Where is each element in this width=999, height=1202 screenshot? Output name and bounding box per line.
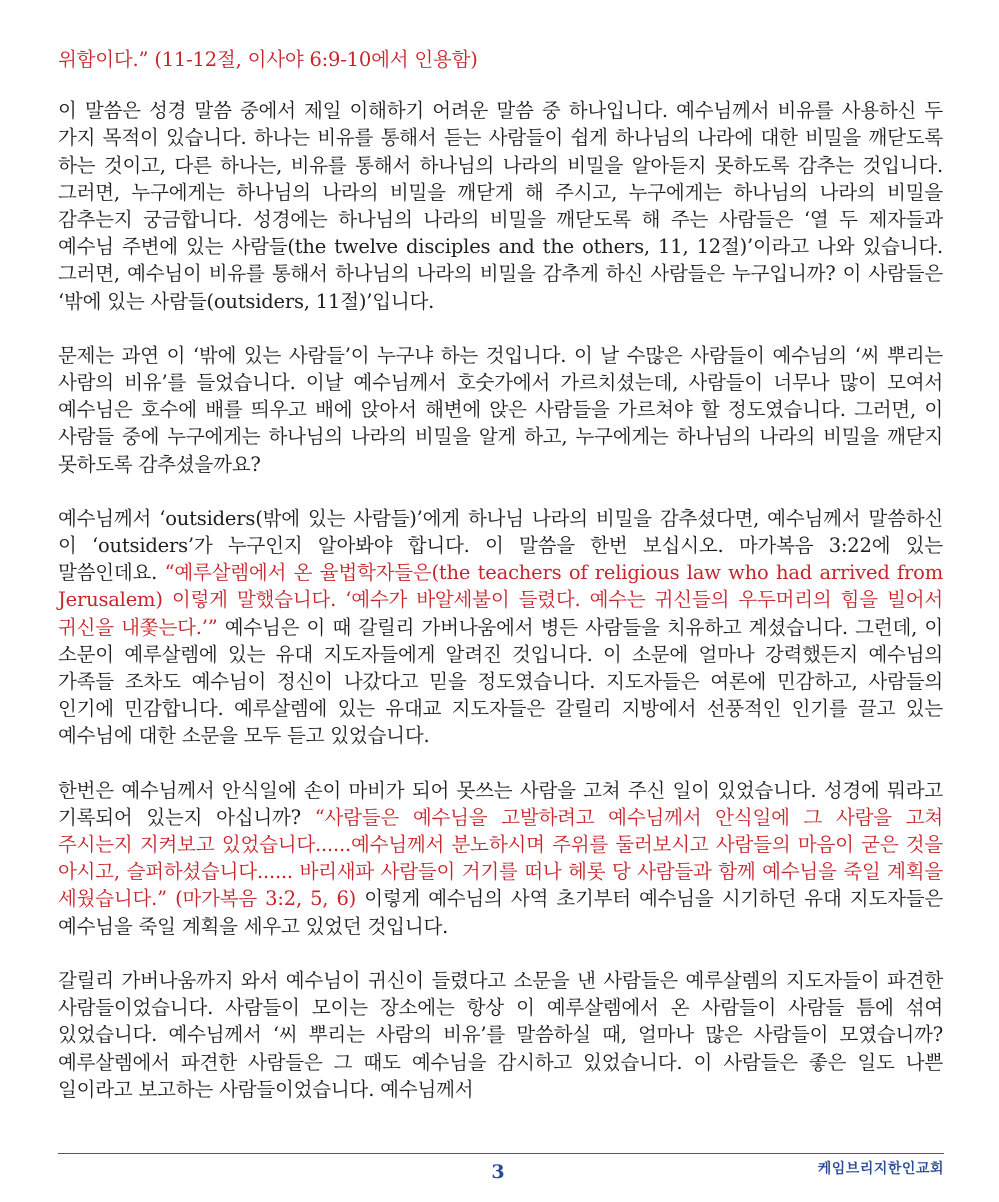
paragraph-4-text-after: 이렇게 예수님의 사역 초기부터 예수님을 시기하던 유대 지도자들은 예수님을 죽일 계획을 세우고 있었던 것입니다. <box>58 887 943 938</box>
paragraph-5: 갈릴리 가버나움까지 와서 예수님이 귀신이 들렸다고 소문을 낸 사람들은 예루살렘의 지도자들이 파견한 사람들이었습니다. 사람들이 모이는 장소에는 항상 이 예루살렘에서 온 사람들이 사람들 틈에 섞여 있었습니다. 예수님께서 ‘씨 뿌리는 사람의 비유’를 말씀하실 때, 얼마나 많은 사람들이 모였습니까? 예루살렘에서 파견한 사람들은 그 때도 예수님을 감시하고 있었습니다. 이 사람들은 좋은 일도 나쁜 일이라고 보고하는 사람들이었습니다. 예수님께서 <box>58 968 943 1101</box>
footer-divider <box>58 1153 944 1154</box>
scripture-quote-mark-3-2-5-6: “사람들은 예수님을 고발하려고 예수님께서 안식일에 그 사람을 고쳐 주시는지 지켜보고 있었습니다......예수님께서 분노하시며 주위를 둘러보시고 사람들의 마음이 굳은 것을 아시고, 슬퍼하셨습니다...... 바리새파 사람들이 거기를 떠나 헤롯 당 사람들과 함께 예수님을 죽일 계획을 세웠습니다.” (마가복음 3:2, 5, 6) <box>58 805 943 911</box>
paragraph-4-text-before: 한번은 예수님께서 안식일에 손이 마비가 되어 못쓰는 사람을 고쳐 주신 일이 있었습니다. 성경에 뭐라고 기록되어 있는지 아십니까? <box>58 778 943 829</box>
document-body <box>58 46 943 1130</box>
paragraph-3-text-before: 예수님께서 ‘outsiders(밖에 있는 사람들)’에게 하나님 나라의 비밀을 감추셨다면, 예수님께서 말씀하신 이 ‘outsiders’가 누구인지 알아봐야 합니다. 이 말씀을 한번 보십시오. 마가복음 3:22에 있는 말씀인데요. <box>58 506 943 585</box>
paragraph-2: 문제는 과연 이 ‘밖에 있는 사람들’이 누구냐 하는 것입니다. 이 날 수많은 사람들이 예수님의 ‘씨 뿌리는 사람의 비유’를 들었습니다. 이날 예수님께서 호숫가에서 가르치셨는데, 사람들이 너무나 많이 모여서 예수님은 호수에 배를 띄우고 배에 앉아서 해변에 앉은 사람들을 가르쳐야 할 정도였습니다. 그러면, 이 사람들 중에 누구에게는 하나님의 나라의 비밀을 알게 하고, 누구에게는 하나님의 나라의 비밀을 깨닫지 못하도록 감추셨을까요? <box>58 343 943 476</box>
quote-continuation: 위함이다.” (11-12절, 이사야 6:9-10에서 인용함) <box>58 48 478 71</box>
paragraph-1: 이 말씀은 성경 말씀 중에서 제일 이해하기 어려운 말씀 중 하나입니다. 예수님께서 비유를 사용하신 두 가지 목적이 있습니다. 하나는 비유를 통해서 듣는 사람들이 쉽게 하나님의 나라에 대한 비밀을 깨닫도록 하는 것이고, 다른 하나는, 비유를 통해서 하나님의 나라의 비밀을 알아듣지 못하도록 감추는 것입니다. 그러면, 누구에게는 하나님의 나라의 비밀을 깨닫게 해 주시고, 누구에게는 하나님의 나라의 비밀을 감추는지 궁금합니다. 성경에는 하나님의 나라의 비밀을 깨닫도록 해 주는 사람들은 ‘열 두 제자들과 예수님 주변에 있는 사람들(the twelve disciples and the others, 11, 12절)’이라고 나와 있습니다. 그러면, 예수님이 비유를 통해서 하나님의 나라의 비밀을 감추게 하신 사람들은 누구입니까? 이 사람들은 ‘밖에 있는 사람들(outsiders, 11절)’입니다. <box>58 99 943 313</box>
scripture-quote-mark-3-22: “예루살렘에서 온 율법학자들은(the teachers of religious law who had arrived from Jerusalem) 이렇게 말했습니다. ‘예수가 바알세불이 들렸다. 예수는 귀신들의 우두머리의 힘을 빌어서 귀신을 내쫓는다.’” <box>58 561 943 639</box>
paragraph-3-text-after: 예수님은 이 때 갈릴리 가버나움에서 병든 사람들을 치유하고 계셨습니다. 그런데, 이 소문이 예루살렘에 있는 유대 지도자들에게 알려진 것입니다. 이 소문에 얼마나 강력했든지 예수님의 가족들 조차도 예수님이 정신이 나갔다고 믿을 정도였습니다. 지도자들은 여론에 민감하고, 사람들의 인기에 민감합니다. 예루살렘에 있는 유대교 지도자들은 갈릴리 지방에서 선풍적인 인기를 끌고 있는 예수님에 대한 소문을 모두 듣고 있었습니다. <box>58 615 943 748</box>
church-name: 케임브리지한인교회 <box>817 1161 944 1177</box>
paragraph-3 <box>58 505 943 750</box>
page-number: 3 <box>491 1161 505 1183</box>
paragraph-4 <box>58 777 943 940</box>
